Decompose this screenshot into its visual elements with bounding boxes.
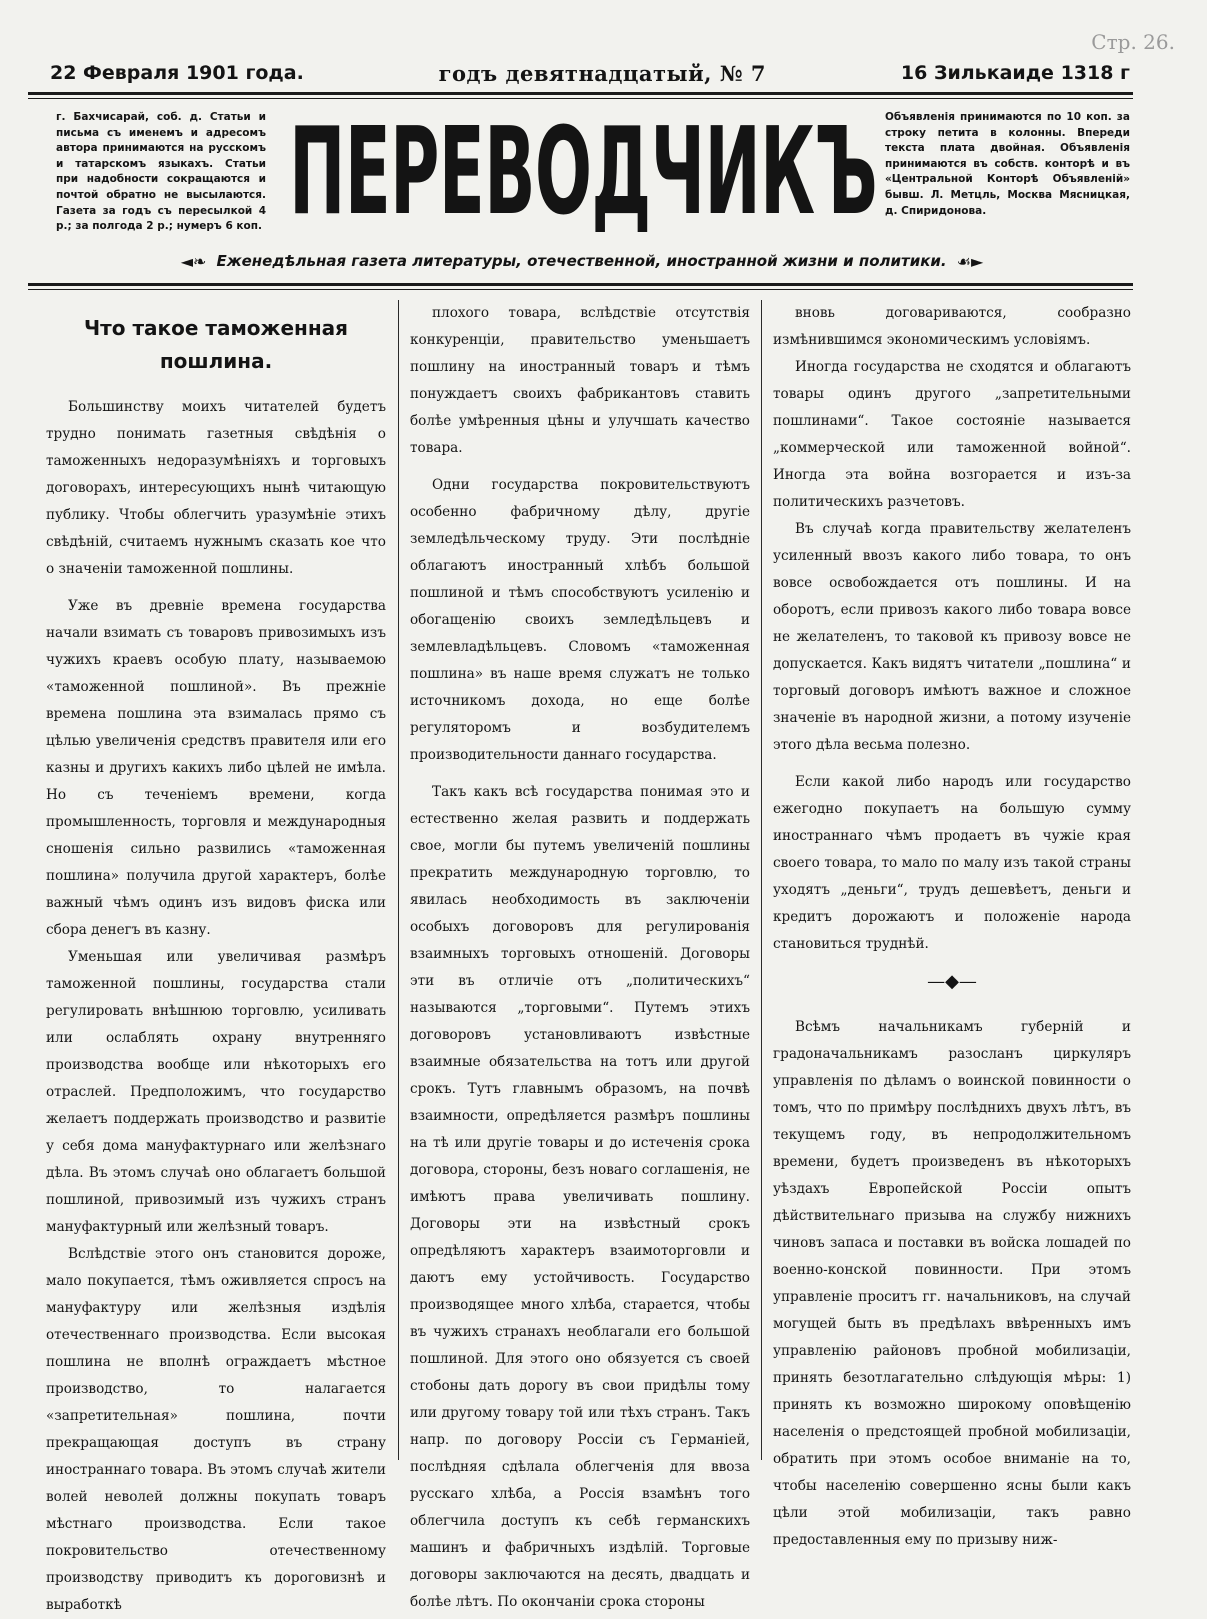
column-divider (761, 300, 762, 1460)
column-2 (410, 300, 750, 1610)
issue-year-number: годъ девятнадцатый, № 7 (438, 60, 767, 86)
top-rule (28, 92, 1133, 95)
column-3 (773, 300, 1131, 1580)
paragraph: Уменьшая или увеличивая размѣръ таможенной пошлины, государства стали регулировать внѣшнюю торговлю, усиливать или ослаблять охрану внутренняго производства вообще или нѣкоторыхъ его отраслей. Предположимъ, что государство желаетъ поддержать производство и развитіе у себя дома мануфактурнаго или желѣзнаго дѣла. Въ этомъ случаѣ оно облагаетъ большой пошлиной, привозимый изъ чужихъ странъ мануфактурный или желѣзный товаръ. (46, 949, 386, 1235)
paragraph: Уже въ древніе времена государства начали взимать съ товаровъ привозимыхъ изъ чужихъ краевъ особую плату, называемою «таможенной пошлиной». Въ прежніе времена пошлина эта взималась прямо съ цѣлью увеличенія средствъ правителя или его казны и другихъ какихъ либо цѣлей не имѣла. Но съ теченіемъ времени, когда промышленность, торговля и международныя сношенія сильно развились «таможенная пошлина» получила другой характеръ, болѣе важный чѣмъ одинъ изъ видовъ фиска или сбора денегъ въ казну. (46, 598, 386, 938)
column-1 (46, 300, 386, 1613)
right-ornament-icon: ☙► (956, 251, 984, 271)
dateline (50, 58, 1130, 88)
masthead-subtitle: Еженедѣльная газета литературы, отечественной, иностранной жизни и политики. (216, 252, 947, 270)
news-paragraph: Всѣмъ начальникамъ губерній и градоначальникамъ разосланъ циркуляръ управленія по дѣламъ о воинской повинности о томъ, что по примѣру послѣднихъ двухъ лѣтъ, въ текущемъ году, въ непродолжительномъ времени, будетъ произведенъ въ нѣкоторыхъ уѣздахъ Европейской Россіи опытъ дѣйствительнаго призыва на службу нижнихъ чиновъ запаса и поставки въ войска лошадей по военно-конской повинности. При этомъ управленіе проситъ гг. начальниковъ, на случай могущей быть въ предѣлахъ ввѣренныхъ имъ управленію районовъ пробной мобилизаціи, принять безотлагательно слѣдующія мѣры: 1) принять къ возможно широкому оповѣщенію населенія о предстоящей пробной мобилизаціи, обратить при этомъ особое вниманіе на то, чтобы населенію совершенно ясны были какъ цѣли этой мобилизаціи, такъ равно предоставленныя ему по призыву ниж- (773, 1019, 1131, 1548)
paragraph: вновь договариваются, сообразно измѣнившимся экономическимъ условіямъ. (773, 305, 1131, 348)
subscription-info: г. Бахчисарай, соб. д. Статьи и письма съ именемъ и адресомъ автора принимаются на русскомъ и татарскомъ языкахъ. Статьи при надобности сокращаются и почтой обратно не высылаются. Газета за годъ съ пересылкой 4 р.; за полгода 2 р.; нумеръ 6 коп. (56, 111, 266, 233)
section-divider-ornament: —◆— (927, 971, 977, 992)
paragraph: Иногда государства не сходятся и облагаютъ товары одинъ другого „запретительными пошлинами“. Такое состояніе называется „коммерческой или таможенной войной“. Иногда эта война возгорается и изъ-за политическихъ разчетовъ. (773, 359, 1131, 510)
paragraph: Если какой либо народъ или государство ежегодно покупаетъ на большую сумму иностраннаго чѣмъ продаетъ въ чужіе края своего товара, то мало по малу изъ такой страны уходятъ „деньги“, трудъ дешевѣетъ, деньги и кредитъ дорожаютъ и положеніе народа становиться труднѣй. (773, 774, 1131, 952)
hijri-date: 16 Зилькаиде 1318 г (900, 62, 1130, 84)
left-ornament-icon: ◄❧ (180, 251, 207, 271)
paragraph: Вслѣдствіе этого онъ становится дороже, мало покупается, тѣмъ оживляется спросъ на мануфактуру или желѣзныя издѣлія отечественнаго производства. Если высокая пошлина не вполнѣ ограждаетъ мѣстное производство, то налагается «запретительная» пошлина, почти прекращающая доступъ въ страну иностраннаго товара. Въ этомъ случаѣ жители волей неволей должны покупать товаръ мѣстнаго производства. Если такое покровительство отечественному производству приводитъ къ дороговизнѣ и выработкѣ (46, 1246, 386, 1613)
top-rule-thin (28, 98, 1133, 99)
column-divider (398, 300, 399, 1460)
masthead-subtitle-row (32, 249, 1132, 273)
masthead (288, 103, 878, 243)
header-rule (28, 283, 1133, 286)
paragraph: плохого товара, вслѣдствіе отсутствія конкуренціи, правительство уменьшаетъ пошлину на иностранный товаръ и тѣмъ понуждаетъ своихъ фабрикантовъ ставить болѣе умѣренныя цѣны и улучшать качество товара. (410, 305, 750, 456)
advertising-info: Объявленія принимаются по 10 коп. за строку петита в колонны. Впереди текста плата двойная. Объявленія принимаются въ собств. конторѣ и въ «Центральной Конторѣ Объявленій» бывш. Л. Метцль, Москва Мясницкая, д. Спиридонова. (885, 111, 1130, 217)
page-number-stamp: Стр. 26. (1091, 30, 1175, 54)
masthead-title: ПЕРЕВОДЧИКЪ (289, 103, 878, 242)
paragraph: Въ случаѣ когда правительству желателенъ усиленный ввозъ какого либо товара, то онъ вовсе освобождается отъ пошлины. И на оборотъ, если привозъ какого либо товара вовсе не желателенъ, то таковой къ привозу вовсе не допускается. Какъ видятъ читатели „пошлина“ и торговый договоръ имѣютъ важное и сложное значеніе въ народной жизни, а потому изученіе этого дѣла весьма полезно. (773, 521, 1131, 753)
paragraph: Такъ какъ всѣ государства понимая это и естественно желая развить и поддержать свое, могли бы путемъ увеличеній пошлины прекратить международную торговлю, то явилась необходимость въ заключеніи особыхъ договоровъ для регулированія взаимныхъ торговыхъ отношеній. Договоры эти въ отличіе отъ „политическихъ“ называются „торговыми“. Путемъ этихъ договоровъ установливаютъ извѣстные взаимные обязательства на тотъ или другой срокъ. Тутъ главнымъ образомъ, на почвѣ взаимности, опредѣляется размѣръ пошлины на тѣ или другіе товары и до истеченія срока договора, стороны, безъ новаго соглашенія, не имѣютъ права увеличивать пошлину. Договоры эти на извѣстный срокъ опредѣляютъ характеръ взаимоторговли и даютъ ему устойчивость. Государство производящее много хлѣба, старается, чтобы въ чужихъ странахъ необлагали его большой пошлиной. Для этого оно обязуется съ своей стобоны дать дорогу въ свои придѣлы тому или другому товару той или тѣхъ странъ. Такъ напр. по договору Россіи съ Германіей, послѣдняя сдѣлала облегченія для ввоза русскаго хлѣба, а Россія взамѣнъ того облегчила доступъ къ себѣ германскихъ машинъ и фабричныхъ издѣлій. Торговые договоры заключаются на десять, двадцать и болѣе лѣтъ. По окончаніи срока стороны (410, 784, 750, 1610)
paragraph: Большинству моихъ читателей будетъ трудно понимать газетныя свѣдѣнія о таможенныхъ недоразумѣніяхъ и торговыхъ договорахъ, интересующихъ нынѣ читающую публику. Чтобы облегчить уразумѣніе этихъ свѣдѣній, считаемъ нужнымъ сказать кое что о значеніи таможенной пошлины. (46, 399, 386, 577)
header-rule-thin (28, 289, 1133, 290)
paragraph: Одни государства покровительствуютъ особенно фабричному дѣлу, другіе земледѣльческому труду. Эти послѣдніе облагаютъ иностранный хлѣбъ большой пошлиной и тѣмъ способствуютъ усиленію и обогащенію своихъ земледѣльцевъ и землевладѣльцевъ. Словомъ «таможенная пошлина» въ наше время служатъ не только источникомъ дохода, но еще болѣе регуляторомъ и возбудителемъ производительности даннаго государства. (410, 477, 750, 763)
article-title: Что такое таможенная пошлина. (83, 316, 348, 373)
issue-date: 22 Февраля 1901 года. (50, 62, 304, 84)
